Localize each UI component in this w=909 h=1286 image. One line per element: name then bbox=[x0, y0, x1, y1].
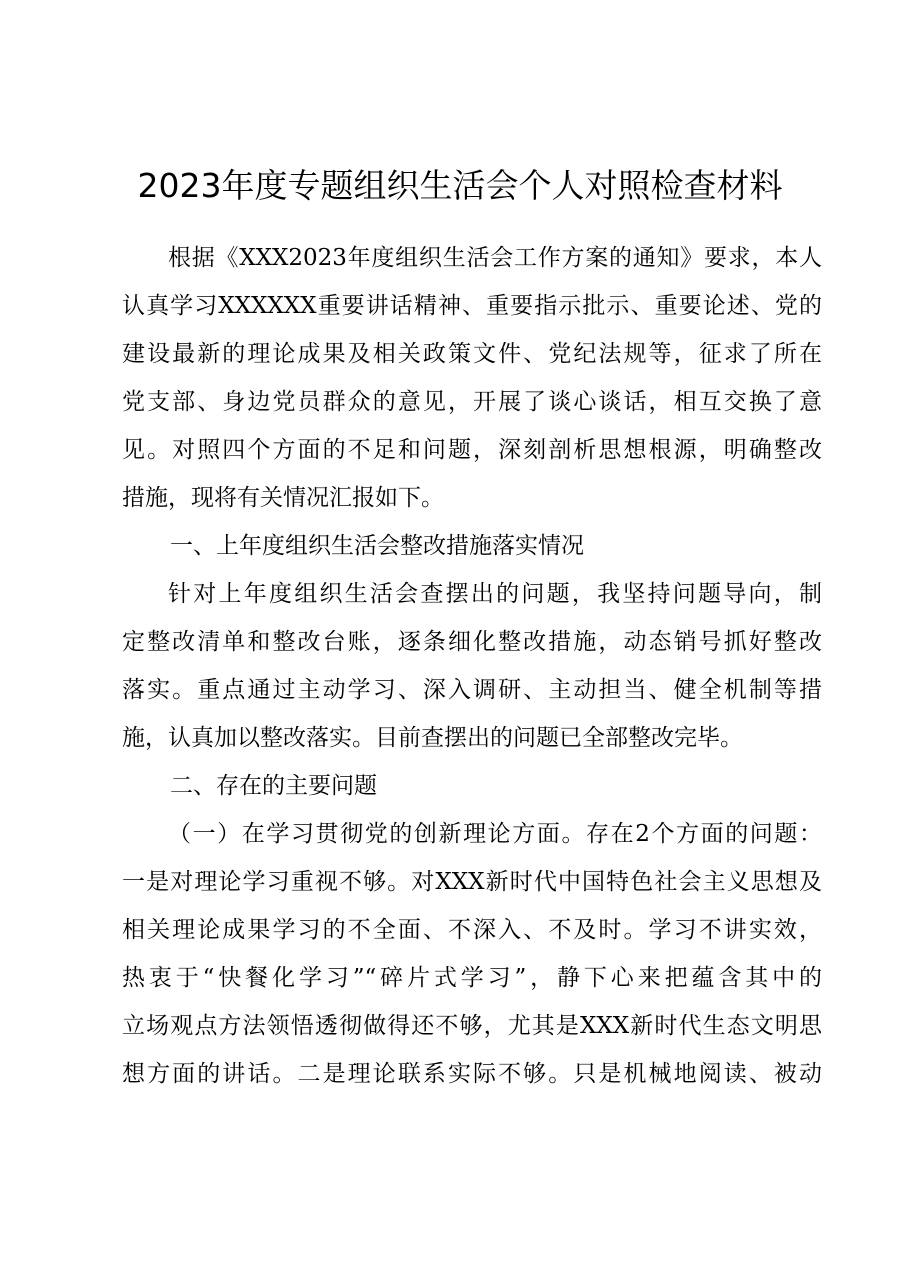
section1-line-2: 定整改清单和整改台账，逐条细化整改措施，动态销号抓好整改 bbox=[122, 629, 822, 655]
intro-line-4: 党支部、身边党员群众的意见，开展了谈心谈话，相互交换了意 bbox=[122, 389, 822, 415]
section-heading-1: 一、上年度组织生活会整改措施落实情况 bbox=[170, 533, 584, 559]
section2-line-3: 相关理论成果学习的不全面、不深入、不及时。学习不讲实效， bbox=[122, 917, 822, 943]
section1-line-3: 落实。重点通过主动学习、深入调研、主动担当、健全机制等措 bbox=[122, 677, 822, 703]
intro-line-6: 措施，现将有关情况汇报如下。 bbox=[122, 485, 444, 511]
intro-line-2: 认真学习XXXXXX重要讲话精神、重要指示批示、重要论述、党的 bbox=[122, 293, 822, 319]
intro-paragraph bbox=[122, 234, 822, 522]
intro-line-1: 根据《XXX2023年度组织生活会工作方案的通知》要求，本人 bbox=[168, 245, 822, 271]
intro-line-3: 建设最新的理论成果及相关政策文件、党纪法规等，征求了所在 bbox=[122, 341, 822, 367]
section2-line-1: （一）在学习贯彻党的创新理论方面。存在2个方面的问题： bbox=[168, 821, 822, 847]
section2-line-2: 一是对理论学习重视不够。对XXX新时代中国特色社会主义思想及 bbox=[122, 869, 822, 895]
section2-line-5: 立场观点方法领悟透彻做得还不够，尤其是XXX新时代生态文明思 bbox=[122, 1013, 822, 1039]
section1-line-1: 针对上年度组织生活会查摆出的问题，我坚持问题导向，制 bbox=[168, 581, 822, 607]
section2-paragraph bbox=[122, 810, 822, 1098]
section2-line-4: 热衷于“快餐化学习”“碎片式学习”，静下心来把蕴含其中的 bbox=[122, 965, 822, 991]
section1-line-4: 施，认真加以整改落实。目前查摆出的问题已全部整改完毕。 bbox=[122, 725, 743, 751]
section1-paragraph bbox=[122, 570, 822, 762]
intro-line-5: 见。对照四个方面的不足和问题，深刻剖析思想根源，明确整改 bbox=[122, 437, 822, 463]
section-heading-2: 二、存在的主要问题 bbox=[170, 773, 377, 799]
document-title: 2023年度专题组织生活会个人对照检查材料 bbox=[137, 166, 783, 205]
section2-line-6: 想方面的讲话。二是理论联系实际不够。只是机械地阅读、被动 bbox=[122, 1061, 822, 1087]
